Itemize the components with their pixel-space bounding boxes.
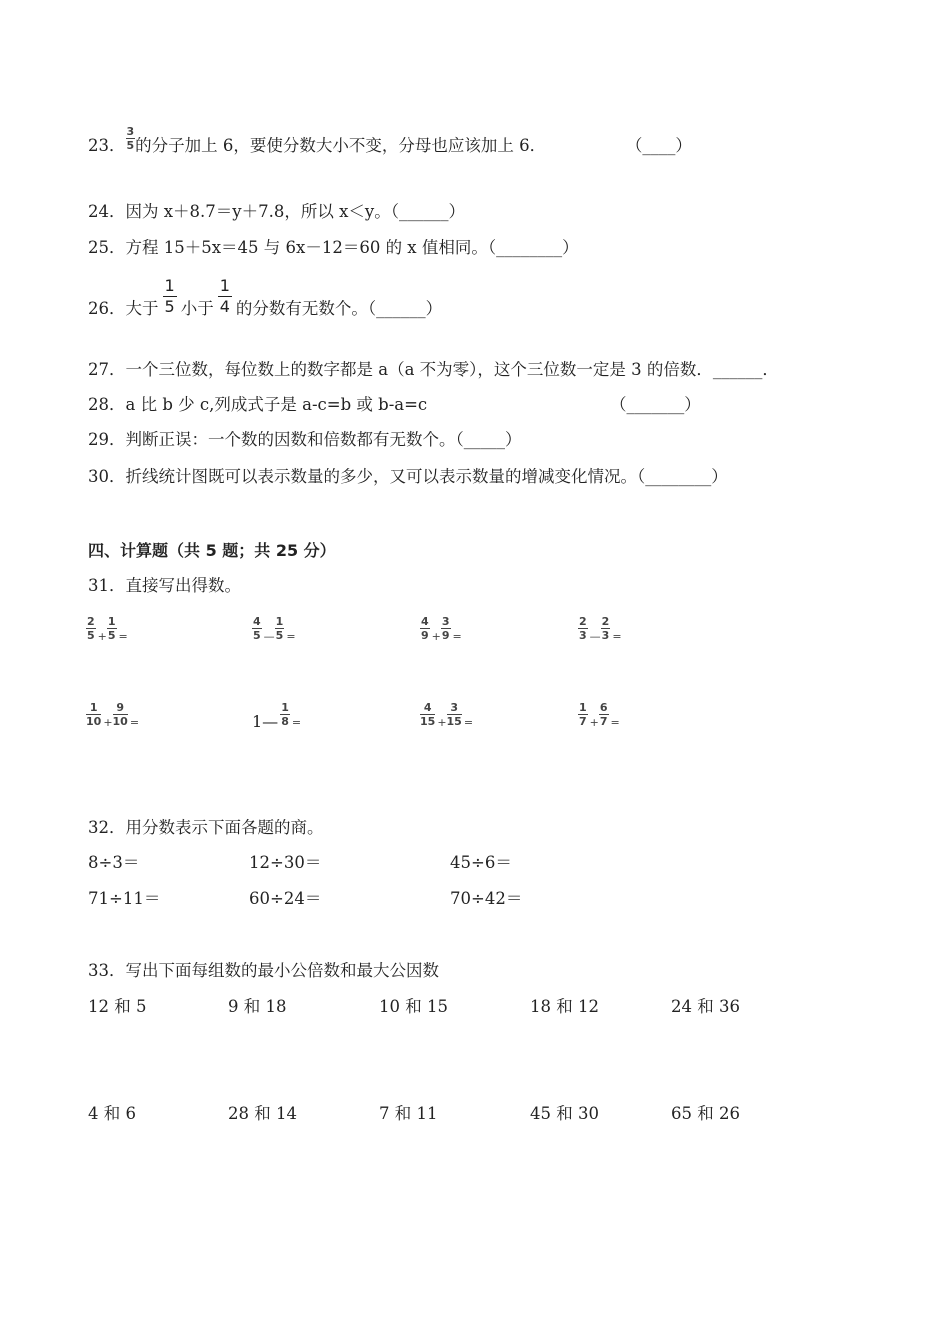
fraction-numerator: 4 [253,615,261,628]
fraction-denominator: 3 [579,629,587,642]
fraction-denominator: 10 [112,715,128,728]
calc-equals: = [286,630,296,643]
fraction-a [86,616,96,641]
calc-operator: + [431,630,441,643]
q28-blank[interactable]: （_______） [610,395,701,414]
q33-pair: 45 和 30 [530,1104,599,1123]
fraction-numerator: 3 [447,702,462,715]
q28-text: 28．a 比 b 少 c,列成式子是 a-c=b 或 b-a=c [88,395,428,414]
fraction-numerator: 1 [275,615,284,628]
fraction-numerator: 3 [441,615,450,628]
q31-calc-item [252,701,302,731]
fraction-a [578,702,588,727]
q32-item: 8÷3＝ [88,853,140,872]
fraction-denominator: 5 [107,629,116,642]
q23-fraction: $\frac{3}{5}$ [126,125,135,152]
fraction-b [107,616,117,641]
calc-equals: = [291,716,302,729]
question-28 [88,394,701,416]
fraction-denominator: 15 [420,715,436,728]
q31-calc-item [420,616,462,641]
question-26 [88,272,442,320]
q26-mid: 小于 [180,299,214,318]
q26-fraction-1-5: $\frac{1}{5}$ [164,275,175,316]
fraction-a [252,616,262,641]
fraction-denominator: 7 [579,715,587,728]
fraction-denominator: 9 [421,629,429,642]
fraction-denominator: 15 [446,715,462,728]
fraction-a [420,616,430,641]
q31-calc-item [86,702,139,727]
q32-item: 70÷42＝ [450,889,523,908]
calc-prefix: 1— [252,712,279,731]
q23-blank[interactable]: （____） [634,136,692,155]
question-32-title: 32．用分数表示下面各题的商。 [88,818,324,837]
q26-tail: 的分数有无数个。（______） [235,299,443,318]
calc-operator: + [97,630,107,643]
fraction-numerator: 1 [281,701,289,714]
fraction-numerator: 1 [579,701,587,714]
calc-operator: + [437,716,447,729]
fraction-b [113,702,128,727]
q33-pair: 7 和 11 [379,1104,438,1123]
fraction-denominator: 10 [86,715,102,728]
fraction-a [578,616,588,641]
fraction-a [86,702,101,727]
q31-calc-item [578,616,622,641]
question-25: 25．方程 15＋5x＝45 与 6x－12＝60 的 x 值相同。（________） [88,238,579,257]
fraction-denominator: 9 [441,629,450,642]
fraction-denominator: 5 [253,629,261,642]
fraction-numerator: 2 [579,615,587,628]
fraction-b [601,616,611,641]
fraction-numerator: 2 [87,615,95,628]
q32-item: 60÷24＝ [249,889,322,908]
calc-operator: + [103,716,113,729]
fraction-denominator: 3 [601,629,610,642]
fraction-numerator: 9 [113,702,128,715]
fraction-a [420,702,435,727]
question-31-title: 31．直接写出得数。 [88,576,241,595]
q33-pair: 65 和 26 [671,1104,740,1123]
q32-item: 71÷11＝ [88,889,161,908]
fraction-b [280,702,290,727]
q33-pair: 10 和 15 [379,997,448,1016]
question-30: 30．折线统计图既可以表示数量的多少，又可以表示数量的增减变化情况。（________） [88,467,728,486]
q31-calc-item [252,616,296,641]
q31-calc-item [578,702,620,727]
q32-item: 12÷30＝ [249,853,322,872]
fraction-numerator: 1 [107,615,116,628]
calc-equals: = [463,716,474,729]
calc-operator: — [263,630,275,643]
calc-equals: = [129,716,140,729]
question-24: 24．因为 x＋8.7＝y＋7.8，所以 x＜y。（______） [88,202,465,221]
q26-prefix: 26．大于 [88,299,159,318]
fraction-b [275,616,285,641]
fraction-numerator: 2 [601,615,610,628]
fraction-numerator: 1 [86,702,101,715]
calc-equals: = [452,630,462,643]
question-33-title: 33．写出下面每组数的最小公倍数和最大公因数 [88,961,439,980]
question-29: 29．判断正误：一个数的因数和倍数都有无数个。（_____） [88,430,522,449]
fraction-b [447,702,462,727]
q33-pair: 28 和 14 [228,1104,297,1123]
section-4-heading: 四、计算题（共 5 题；共 25 分） [88,541,336,560]
fraction-denominator: 5 [275,629,284,642]
q33-pair: 9 和 18 [228,997,287,1016]
q33-pair: 18 和 12 [530,997,599,1016]
fraction-denominator: 5 [87,629,95,642]
calc-operator: + [589,716,599,729]
q23-number: 23． [88,136,126,155]
q33-pair: 24 和 36 [671,997,740,1016]
fraction-numerator: 4 [420,702,435,715]
q33-pair: 12 和 5 [88,997,147,1016]
calc-equals: = [610,716,620,729]
fraction-numerator: 6 [599,701,608,714]
fraction-denominator: 7 [599,715,608,728]
fraction-denominator: 8 [281,715,289,728]
question-23 [88,125,692,157]
fraction-b [441,616,451,641]
q23-text: 的分子加上 6，要使分数大小不变，分母也应该加上 6． [135,136,547,155]
fraction-b [599,702,609,727]
q31-calc-item [86,616,128,641]
calc-equals: = [612,630,622,643]
q33-pair: 4 和 6 [88,1104,136,1123]
fraction-numerator: 4 [421,615,429,628]
question-27: 27．一个三位数，每位数上的数字都是 a（a 不为零），这个三位数一定是 3 的倍数．______． [88,360,779,379]
q31-calc-item [420,702,473,727]
calc-equals: = [118,630,128,643]
q32-item: 45÷6＝ [450,853,512,872]
q26-fraction-1-4: $\frac{1}{4}$ [219,275,230,316]
calc-operator: — [589,630,601,643]
